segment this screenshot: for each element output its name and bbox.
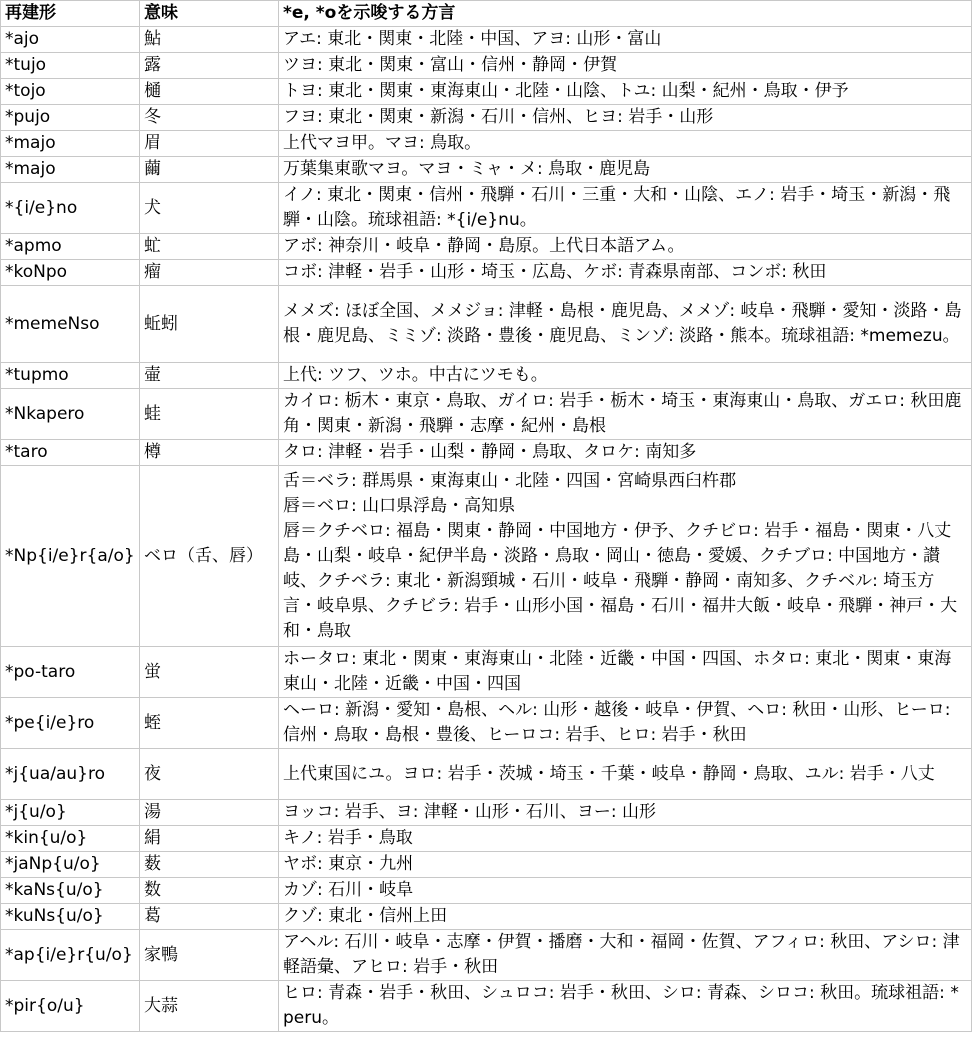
meaning-cell: 樋	[140, 79, 279, 105]
form-cell: *pir{o/u}	[1, 981, 140, 1032]
form-cell: *majo	[1, 157, 140, 183]
dialects-cell: イノ: 東北・関東・信州・飛騨・石川・三重・大和・山陰、エノ: 岩手・埼玉・新潟・飛騨・山陰。琉球祖語: *{i/e}nu。	[279, 183, 972, 234]
table-row	[1, 981, 972, 1032]
form-cell: *pe{i/e}ro	[1, 698, 140, 749]
dialects-cell: 上代東国にユ。ヨロ: 岩手・茨城・埼玉・千葉・岐阜・静岡・鳥取、ユル: 岩手・八丈	[279, 749, 972, 800]
form-cell: *jaNp{u/o}	[1, 852, 140, 878]
meaning-cell: 虻	[140, 234, 279, 260]
dialects-cell: 上代: ツフ、ツホ。中古にツモも。	[279, 363, 972, 389]
form-cell: *j{u/o}	[1, 800, 140, 826]
form-cell: *j{ua/au}ro	[1, 749, 140, 800]
meaning-cell: 家鴨	[140, 930, 279, 981]
meaning-cell: 冬	[140, 105, 279, 131]
meaning-cell: 絹	[140, 826, 279, 852]
form-cell: *kaNs{u/o}	[1, 878, 140, 904]
dialects-cell: クゾ: 東北・信州上田	[279, 904, 972, 930]
form-cell: *Np{i/e}r{a/o}	[1, 466, 140, 647]
dialects-cell: ヘーロ: 新潟・愛知・島根、ヘル: 山形・越後・岐阜・伊賀、ヘロ: 秋田・山形、ヒーロ: 信州・鳥取・島根・豊後、ヒーロコ: 岩手、ヒロ: 岩手・秋田	[279, 698, 972, 749]
form-cell: *apmo	[1, 234, 140, 260]
meaning-cell: 蚯蚓	[140, 286, 279, 363]
form-cell: *tojo	[1, 79, 140, 105]
header-row	[1, 1, 972, 27]
meaning-cell: 蛭	[140, 698, 279, 749]
table-row	[1, 466, 972, 647]
dialects-cell: ヒロ: 青森・岩手・秋田、シュロコ: 岩手・秋田、シロ: 青森、シロコ: 秋田。琉球祖語: *peru。	[279, 981, 972, 1032]
meaning-cell: 露	[140, 53, 279, 79]
form-cell: *ajo	[1, 27, 140, 53]
dialect-line: 唇＝ベロ: 山口県浮島・高知県	[283, 495, 516, 516]
dialects-cell: コボ: 津軽・岩手・山形・埼玉・広島、ケボ: 青森県南部、コンボ: 秋田	[279, 260, 972, 286]
form-cell: *{i/e}no	[1, 183, 140, 234]
meaning-cell: 薮	[140, 852, 279, 878]
form-cell: *tupmo	[1, 363, 140, 389]
table-row	[1, 260, 972, 286]
meaning-cell: 鮎	[140, 27, 279, 53]
table-row	[1, 749, 972, 800]
table-row	[1, 904, 972, 930]
dialects-cell: アヘル: 石川・岐阜・志摩・伊賀・播磨・大和・福岡・佐賀、アフィロ: 秋田、アシロ: 津軽語彙、アヒロ: 岩手・秋田	[279, 930, 972, 981]
table-row	[1, 131, 972, 157]
dialects-cell: フヨ: 東北・関東・新潟・石川・信州、ヒヨ: 岩手・山形	[279, 105, 972, 131]
dialects-cell: キノ: 岩手・鳥取	[279, 826, 972, 852]
form-cell: *tujo	[1, 53, 140, 79]
table-row	[1, 800, 972, 826]
dialect-line: 舌＝ベラ: 群馬県・東海東山・北陸・四国・宮崎県西臼杵郡	[283, 470, 737, 491]
form-cell: *kuNs{u/o}	[1, 904, 140, 930]
meaning-cell: 瘤	[140, 260, 279, 286]
dialects-cell: カイロ: 栃木・東京・鳥取、ガイロ: 岩手・栃木・埼玉・東海東山・鳥取、ガエロ: 秋田鹿角・関東・新潟・飛騨・志摩・紀州・島根	[279, 389, 972, 440]
dialects-cell: アボ: 神奈川・岐阜・静岡・島原。上代日本語アム。	[279, 234, 972, 260]
table-row	[1, 183, 972, 234]
dialects-cell: カゾ: 石川・岐阜	[279, 878, 972, 904]
form-cell: *taro	[1, 440, 140, 466]
table-row	[1, 286, 972, 363]
table-row	[1, 440, 972, 466]
meaning-cell: 夜	[140, 749, 279, 800]
dialect-line: 唇＝クチベロ: 福島・関東・静岡・中国地方・伊予、クチビロ: 岩手・福島・関東・八丈島・山梨・岐阜・紀伊半島・淡路・鳥取・岡山・徳島・愛媛、クチブロ: 中国地方・讃岐、クチベラ: 東北・新潟頸城・石川・岐阜・飛騨・静岡・南知多、クチベル: 埼玉方言・岐阜県、クチビラ: 岩手・山形小国・福島・石川・福井大飯・岐阜・飛騨・神戸・大和・鳥取	[283, 520, 958, 641]
meaning-cell: 数	[140, 878, 279, 904]
meaning-cell: 葛	[140, 904, 279, 930]
header-reconstructed-form: 再建形	[1, 1, 140, 27]
table-row	[1, 27, 972, 53]
form-cell: *Nkapero	[1, 389, 140, 440]
dialects-cell: タロ: 津軽・岩手・山梨・静岡・鳥取、タロケ: 南知多	[279, 440, 972, 466]
form-cell: *memeNso	[1, 286, 140, 363]
dialects-cell: 万葉集東歌マヨ。マヨ・ミャ・メ: 鳥取・鹿児島	[279, 157, 972, 183]
meaning-cell: 湯	[140, 800, 279, 826]
table-row	[1, 698, 972, 749]
header-dialects: *e, *oを示唆する方言	[279, 1, 972, 27]
table-row	[1, 389, 972, 440]
table-row	[1, 647, 972, 698]
dialects-cell: ツヨ: 東北・関東・富山・信州・静岡・伊賀	[279, 53, 972, 79]
meaning-cell: 蛙	[140, 389, 279, 440]
table-row	[1, 852, 972, 878]
dialects-cell	[279, 466, 972, 647]
meaning-cell: 大蒜	[140, 981, 279, 1032]
form-cell: *pujo	[1, 105, 140, 131]
header-meaning: 意味	[140, 1, 279, 27]
meaning-cell: 壷	[140, 363, 279, 389]
table-row	[1, 53, 972, 79]
form-cell: *kin{u/o}	[1, 826, 140, 852]
table-row	[1, 878, 972, 904]
form-cell: *po-taro	[1, 647, 140, 698]
dialects-cell: メメズ: ほぼ全国、メメジョ: 津軽・島根・鹿児島、メメゾ: 岐阜・飛騨・愛知・淡路・島根・鹿児島、ミミゾ: 淡路・豊後・鹿児島、ミンゾ: 淡路・熊本。琉球祖語: *memezu。	[279, 286, 972, 363]
meaning-cell: ベロ（舌、唇）	[140, 466, 279, 647]
meaning-cell: 眉	[140, 131, 279, 157]
table-row	[1, 105, 972, 131]
table-row	[1, 930, 972, 981]
table-row	[1, 363, 972, 389]
dialects-cell: ヨッコ: 岩手、ヨ: 津軽・山形・石川、ヨー: 山形	[279, 800, 972, 826]
table-row	[1, 157, 972, 183]
table-row	[1, 234, 972, 260]
form-cell: *ap{i/e}r{u/o}	[1, 930, 140, 981]
meaning-cell: 蛍	[140, 647, 279, 698]
dialects-cell: トヨ: 東北・関東・東海東山・北陸・山陰、トユ: 山梨・紀州・鳥取・伊予	[279, 79, 972, 105]
table-row	[1, 79, 972, 105]
dialects-cell: 上代マヨ甲。マヨ: 鳥取。	[279, 131, 972, 157]
table-row	[1, 826, 972, 852]
form-cell: *koNpo	[1, 260, 140, 286]
dialects-cell: アエ: 東北・関東・北陸・中国、アヨ: 山形・富山	[279, 27, 972, 53]
dialects-cell: ヤボ: 東京・九州	[279, 852, 972, 878]
meaning-cell: 犬	[140, 183, 279, 234]
form-cell: *majo	[1, 131, 140, 157]
meaning-cell: 繭	[140, 157, 279, 183]
meaning-cell: 樽	[140, 440, 279, 466]
dialects-cell: ホータロ: 東北・関東・東海東山・北陸・近畿・中国・四国、ホタロ: 東北・関東・東海東山・北陸・近畿・中国・四国	[279, 647, 972, 698]
